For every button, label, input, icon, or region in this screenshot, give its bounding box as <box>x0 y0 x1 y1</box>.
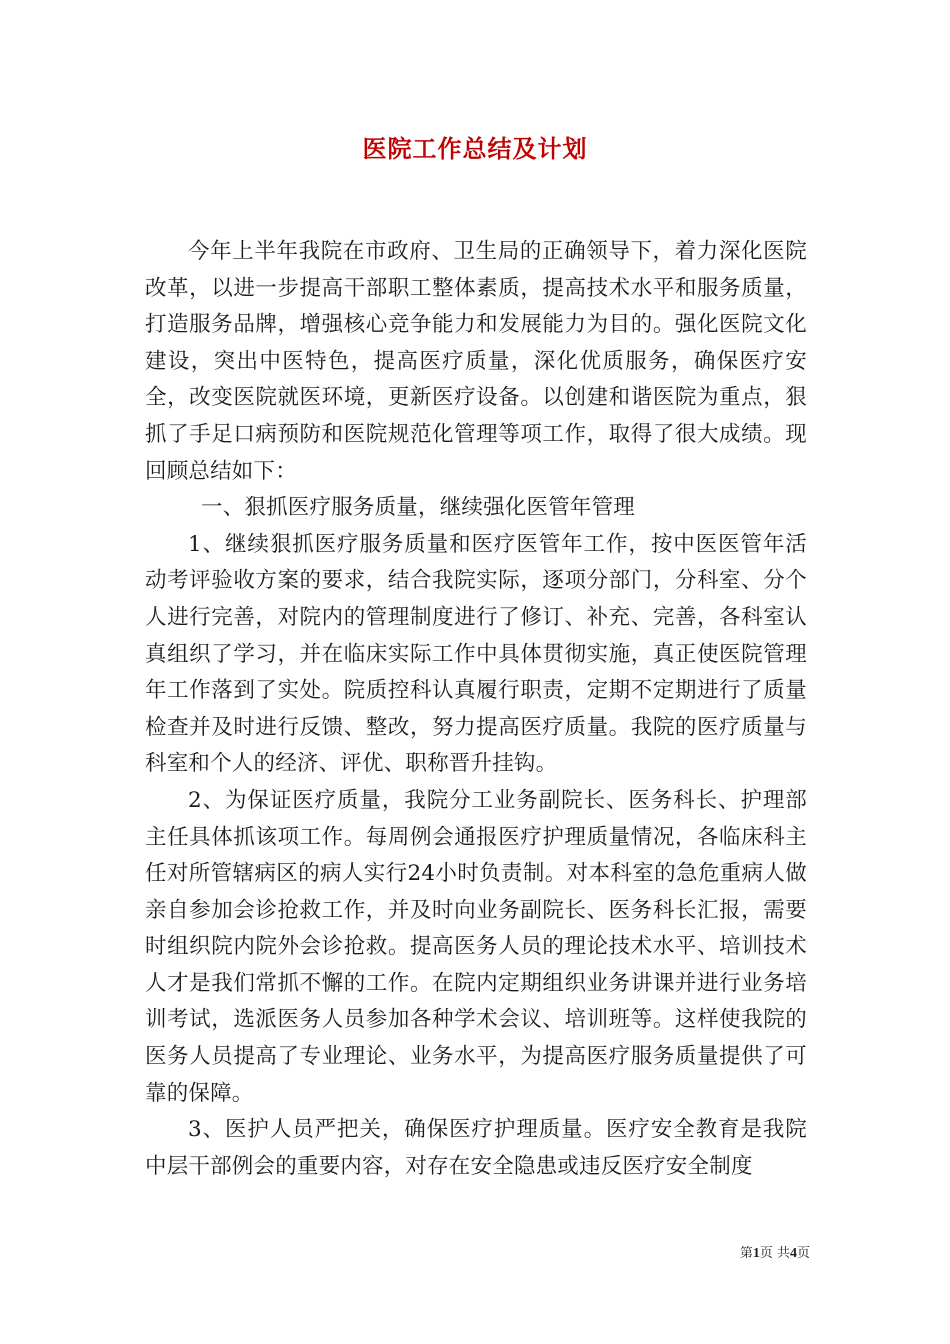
footer-prefix: 第 <box>739 1246 753 1261</box>
item-paragraph-2: 2、为保证医疗质量，我院分工业务副院长、医务科长、护理部主任具体抓该项工作。每周例会通报医疗护理质量情况，各临床科主任对所管辖病区的病人实行24小时负责制。对本科室的急危重病人做亲自参加会诊抢救工作，并及时向业务副院长、医务科长汇报，需要时组织院内院外会诊抢救。提高医务人员的理论技术水平、培训技术人才是我们常抓不懈的工作。在院内定期组织业务讲课并进行业务培训考试，选派医务人员参加各种学术会议、培训班等。这样使我院的医务人员提高了专业理论、业务水平，为提高医疗服务质量提供了可靠的保障。 <box>145 787 807 1106</box>
footer-middle: 页 共 <box>759 1246 790 1261</box>
page-number-footer <box>650 1245 810 1263</box>
item-paragraph-3: 3、医护人员严把关，确保医疗护理质量。医疗安全教育是我院中层干部例会的重要内容，对存在安全隐患或违反医疗安全制度 <box>145 1117 807 1179</box>
current-page-number: 1 <box>752 1246 760 1261</box>
document-body <box>145 234 807 1185</box>
document-title: 医院工作总结及计划 <box>362 134 588 163</box>
total-pages-number: 4 <box>789 1246 797 1261</box>
intro-paragraph: 今年上半年我院在市政府、卫生局的正确领导下，着力深化医院改革，以进一步提高干部职工整体素质，提高技术水平和服务质量，打造服务品牌，增强核心竞争能力和发展能力为目的。强化医院文化建设，突出中医特色，提高医疗质量，深化优质服务，确保医疗安全，改变医院就医环境，更新医疗设备。以创建和谐医院为重点，狠抓了手足口病预防和医院规范化管理等项工作，取得了很大成绩。现回顾总结如下： <box>145 239 807 484</box>
footer-suffix: 页 <box>796 1246 810 1261</box>
item-paragraph-1: 1、继续狠抓医疗服务质量和医疗医管年工作，按中医医管年活动考评验收方案的要求，结合我院实际，逐项分部门，分科室、分个人进行完善，对院内的管理制度进行了修订、补充、完善，各科室认真组织了学习，并在临床实际工作中具体贯彻实施，真正使医院管理年工作落到了实处。院质控科认真履行职责，定期不定期进行了质量检查并及时进行反馈、整改，努力提高医疗质量。我院的医疗质量与科室和个人的经济、评优、职称晋升挂钩。 <box>145 531 807 777</box>
section-heading-1: 一、狠抓医疗服务质量，继续强化医管年管理 <box>201 495 636 521</box>
